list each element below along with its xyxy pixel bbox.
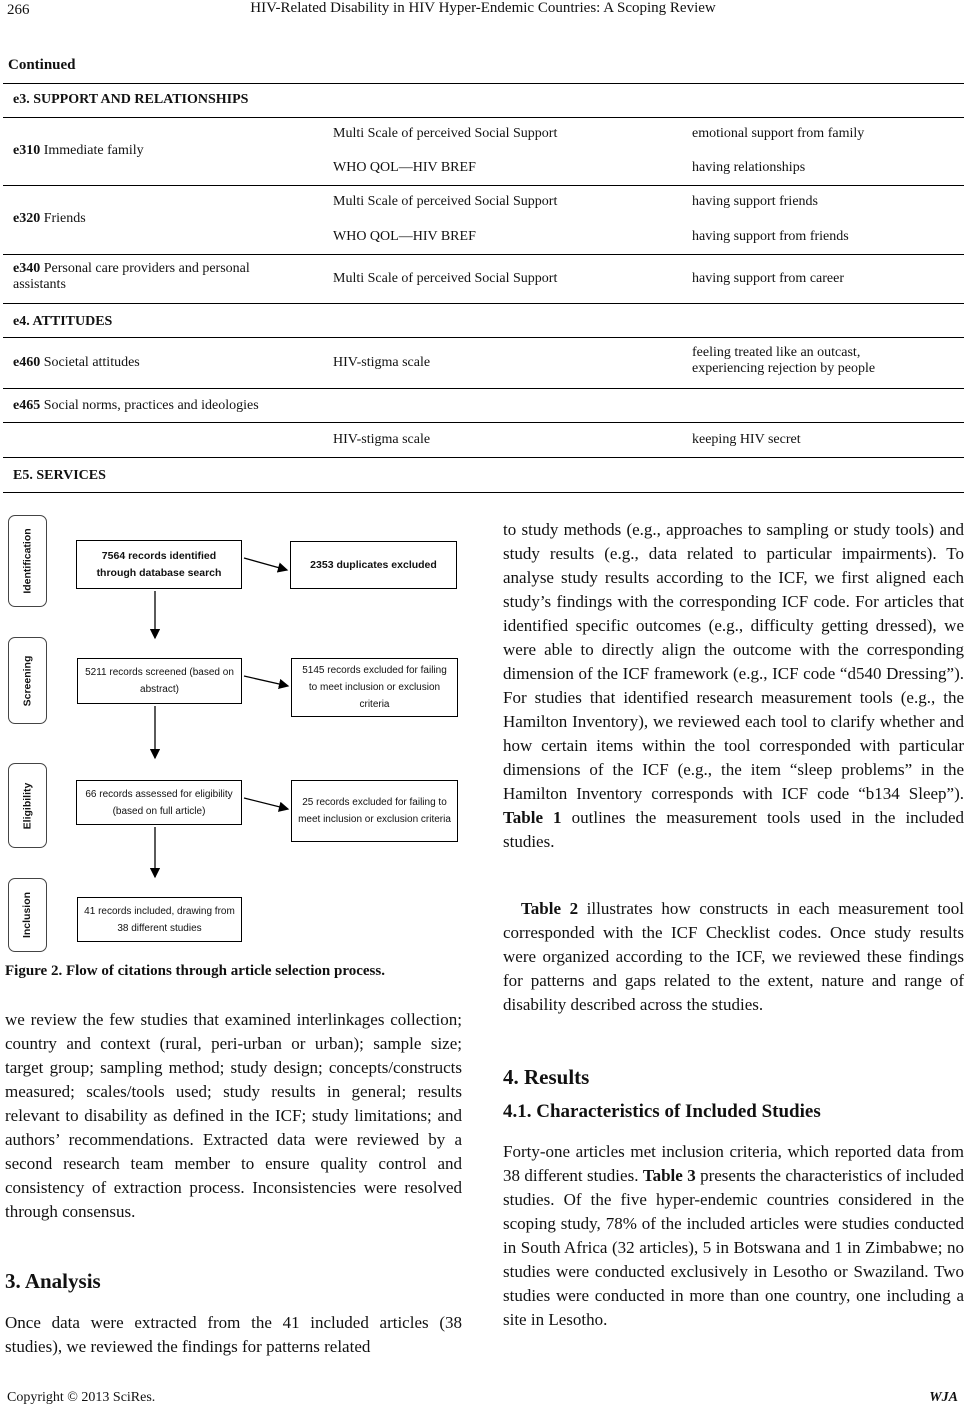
box-records-screened: 5211 records screened (based on abstract) (77, 658, 242, 704)
table-rule (3, 337, 964, 338)
box-excluded-full-text: 25 records excluded for failing to meet inclusion or exclusion criteria (291, 780, 458, 842)
table-cell-item: feeling treated like an outcast, experiencing rejection by people (692, 345, 876, 376)
section-heading-results: 4. Results (503, 1065, 590, 1089)
table-cell-tool: Multi Scale of perceived Social Support (333, 271, 558, 286)
left-paragraph-1: we review the few studies that examined interlinkages collection; country and context (rural, peri-urban or urban); sample size; target group; sampling method; study design; concepts/constructs measured; scales/tools used; study results in general; results relevant to disability as defined in the ICF; study limitations; and authors’ recommendations. Extracted data were reviewed by a second research team member to ensure quality control and consistency of extraction process. Inconsistencies were resolved through consensus. (5, 1010, 462, 1221)
figure-caption: Figure 2. Flow of citations through article selection process. (5, 963, 385, 979)
table-cell-item: having support from career (692, 271, 844, 286)
table-rule-bottom (3, 492, 964, 493)
table-cell-tool: WHO QOL—HIV BREF (333, 160, 476, 175)
table-rule (3, 457, 964, 458)
subsection-heading-characteristics: 4.1. Characteristics of Included Studies (503, 1101, 821, 1122)
table-section: e3. SUPPORT AND RELATIONSHIPS (13, 92, 249, 107)
table-cell-tool: WHO QOL—HIV BREF (333, 229, 476, 244)
table-rule (3, 254, 964, 255)
section-heading-analysis: 3. Analysis (5, 1269, 101, 1293)
table-row-code: e310 Immediate family (13, 143, 144, 158)
table-rule (3, 117, 964, 118)
stage-screening: Screening (8, 637, 47, 724)
right-paragraph-3: Forty-one articles met inclusion criteria, which reported data from 38 different studies. Table 3 presents the characteristics of included studies. Of the five hyper-endemic countries considered in the scoping study, 78% of the included articles were studies conducted in South Africa (32 articles), 5 in Botswana and 1 in Zimbabwe; no studies were conducted exclusively in Lesotho or Swaziland. Two studies were conducted in more than one country, one including a site in Lesotho. (503, 1142, 964, 1329)
table-row-code: e465 Social norms, practices and ideologies (13, 398, 259, 413)
right-paragraph-1: to study methods (e.g., approaches to sampling or study tools) and study results (e.g., data related to particular impairments). To analyse study results according to the ICF, we first aligned each study’s findings with the corresponding ICF code. For articles that identified specific outcomes (e.g., difficulty getting dressed), we were able to directly align the outcome with the corresponding dimension of the ICF framework (e.g., ICF code “d540 Dressing”). For studies that identified research measurement tools (e.g., the Hamilton Inventory), we reviewed each tool to clarify whether and how certain items within the tool corresponded with particular dimensions of the ICF (e.g., the item “sleep problems” in the Hamilton Inventory corresponds with ICF code “b134 Sleep”). Table 1 outlines the measurement tools used in the included studies. (503, 520, 964, 851)
table-cell-tool: HIV-stigma scale (333, 355, 431, 370)
box-records-assessed: 66 records assessed for eligibility (based on full article) (76, 780, 242, 825)
box-excluded-screening: 5145 records excluded for failing to meet inclusion or exclusion criteria (291, 658, 458, 717)
table-cell-tool: Multi Scale of perceived Social Support (333, 194, 558, 209)
stage-inclusion: Inclusion (8, 878, 47, 952)
footer-journal: WJA (929, 1390, 958, 1405)
footer-copyright: Copyright © 2013 SciRes. (7, 1390, 156, 1405)
table-cell-item: having support from friends (692, 229, 849, 244)
stage-eligibility: Eligibility (8, 763, 47, 848)
table-cell-item: having relationships (692, 160, 806, 175)
table-continued-label: Continued (8, 57, 76, 73)
table-cell-item: keeping HIV secret (692, 432, 801, 447)
page-number: 266 (7, 2, 30, 18)
left-paragraph-2: Once data were extracted from the 41 included articles (38 studies), we reviewed the findings for patterns related (5, 1313, 462, 1356)
table-rule (3, 388, 964, 389)
table-rule (3, 422, 964, 423)
table-cell-tool: HIV-stigma scale (333, 432, 431, 447)
table-rule (3, 303, 964, 304)
table-section: E5. SERVICES (13, 468, 106, 483)
box-records-identified: 7564 records identified through database search (76, 540, 242, 589)
stage-identification: Identification (8, 515, 47, 607)
right-paragraph-2: Table 2 illustrates how constructs in each measurement tool corresponded with the ICF Checklist codes. Once study results were organized according to the ICF, we reviewed these findings for patterns and gaps related to the extent, nature and range of disability described across the studies. (503, 899, 964, 1014)
table-row-code: e320 Friends (13, 211, 86, 226)
table-section: e4. ATTITUDES (13, 314, 113, 329)
table-cell-item: having support friends (692, 194, 818, 209)
table-cell-tool: Multi Scale of perceived Social Support (333, 126, 558, 141)
box-duplicates-excluded: 2353 duplicates excluded (290, 541, 457, 589)
table-row-code: e460 Societal attitudes (13, 355, 140, 370)
table-cell-item: emotional support from family (692, 126, 865, 141)
running-title: HIV-Related Disability in HIV Hyper-Endemic Countries: A Scoping Review (250, 0, 716, 16)
table-rule-top (3, 83, 964, 84)
table-rule (3, 185, 964, 186)
table-row-code: e340 Personal care providers and personal assistants (13, 261, 250, 292)
box-records-included: 41 records included, drawing from 38 different studies (77, 897, 242, 942)
flow-arrows (0, 500, 470, 960)
